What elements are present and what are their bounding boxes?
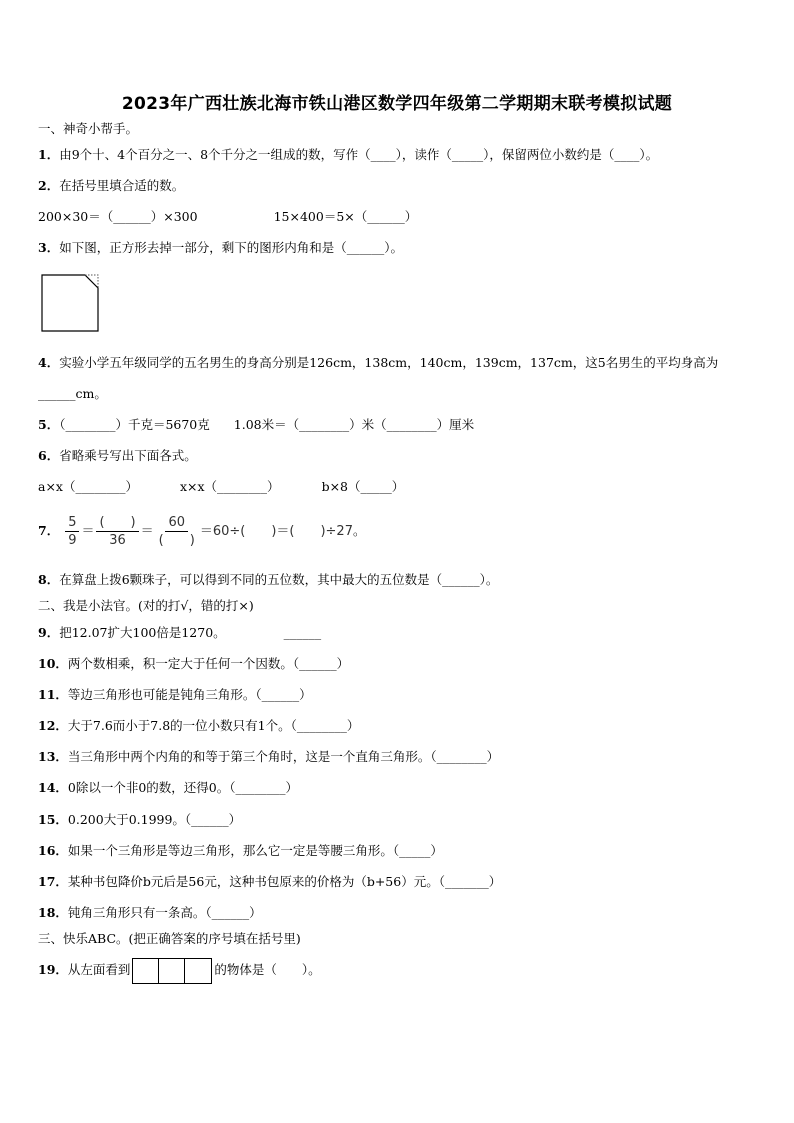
- question-number: 18．: [38, 905, 68, 920]
- question-7: 7． $\frac{5}{9}$ ＝ $\frac{( )}{36}$ ＝ $\frac{60}{( )}$ ＝60÷( )＝( )÷27。: [38, 515, 366, 548]
- question-16: [38, 842, 443, 860]
- section-2-heading: 二、我是小法官。(对的打√，错的打×): [38, 598, 254, 613]
- question-text: 如果一个三角形是等边三角形，那么它一定是等腰三角形。（_____）: [67, 843, 443, 858]
- question-text: 两个数相乘，积一定大于任何一个因数。（______）: [67, 656, 350, 671]
- question-number: 10．: [38, 656, 68, 671]
- q2-item-a: 200×30＝（______）×300: [38, 209, 198, 224]
- question-number: 2．: [38, 178, 60, 193]
- question-text: 某种书包降价b元后是56元，这种书包原来的价格为（b+56）元。（_______）: [67, 874, 502, 889]
- three-squares-figure: [132, 958, 212, 984]
- question-text: 等边三角形也可能是钝角三角形。（______）: [67, 687, 312, 702]
- question-text: 如下图，正方形去掉一部分，剩下的图形内角和是（______）。: [59, 240, 403, 255]
- question-number: 12．: [38, 718, 68, 733]
- q7-tail: ＝60÷( )＝( )÷27: [199, 524, 353, 539]
- question-number: 17．: [38, 874, 68, 889]
- question-19: [38, 957, 321, 984]
- question-10: [38, 655, 349, 673]
- question-text-pre: 从左面看到: [67, 962, 131, 977]
- answer-blank: ______: [283, 625, 322, 640]
- question-text: 在括号里填合适的数。: [59, 178, 185, 193]
- q5-item-b: 1.08米＝（________）米（________）厘米: [233, 417, 475, 432]
- question-number: 9．: [38, 625, 60, 640]
- question-2: [38, 177, 184, 195]
- question-number: 19．: [38, 962, 68, 977]
- question-2-items: [38, 208, 417, 226]
- question-text: 0.200大于0.1999。（______）: [67, 812, 242, 827]
- question-text: 由9个十、4个百分之一、8个千分之一组成的数，写作（____），读作（_____），保留两位小数约是（____）。: [59, 147, 659, 162]
- question-11: [38, 686, 312, 704]
- q6-item-b: x×x（________）: [179, 479, 280, 494]
- question-text: 在算盘上拨6颗珠子，可以得到不同的五位数，其中最大的五位数是（______）。: [59, 572, 499, 587]
- fraction-2: $\frac{( )}{36}$: [96, 514, 138, 549]
- question-9: [38, 624, 321, 642]
- question-number: 7．: [38, 523, 60, 538]
- question-number: 8．: [38, 572, 60, 587]
- question-17: [38, 873, 501, 891]
- cut-square-figure: [41, 274, 99, 332]
- question-number: 11．: [38, 687, 68, 702]
- question-text-post: 的物体是（ ）。: [214, 962, 321, 977]
- q2-item-b: 15×400＝5×（______）: [273, 209, 418, 224]
- question-number: 6．: [38, 448, 60, 463]
- fraction-1: $\frac{5}{9}$: [65, 514, 79, 549]
- question-text: 钝角三角形只有一条高。（______）: [67, 905, 262, 920]
- question-4: [38, 354, 718, 372]
- question-text: 把12.07扩大100倍是1270。: [59, 625, 226, 640]
- question-13: [38, 748, 499, 766]
- question-12: [38, 717, 359, 735]
- question-15: [38, 811, 241, 829]
- fraction-3: $\frac{60}{( )}$: [158, 515, 195, 548]
- question-text: 实验小学五年级同学的五名男生的身高分别是126cm，138cm，140cm，139cm，137cm，这5名男生的平均身高为: [59, 355, 719, 370]
- question-number: 1．: [38, 147, 60, 162]
- question-number: 14．: [38, 780, 68, 795]
- question-8: [38, 571, 498, 589]
- question-3: [38, 239, 403, 257]
- question-text: 当三角形中两个内角的和等于第三个角时，这是一个直角三角形。（________）: [67, 749, 500, 764]
- question-text: 大于7.6而小于7.8的一位小数只有1个。（________）: [67, 718, 360, 733]
- question-text: 0除以一个非0的数，还得0。（________）: [67, 780, 299, 795]
- question-14: [38, 779, 298, 797]
- question-number: 3．: [38, 240, 60, 255]
- question-1: [38, 146, 658, 164]
- question-6: [38, 447, 197, 465]
- question-6-items: [38, 478, 404, 496]
- question-number: 5．: [38, 417, 60, 432]
- question-number: 13．: [38, 749, 68, 764]
- section-1-heading: 一、神奇小帮手。: [38, 121, 139, 136]
- question-number: 4．: [38, 355, 60, 370]
- question-5: [38, 416, 474, 434]
- page-title: 2023年广西壮族北海市铁山港区数学四年级第二学期期末联考模拟试题: [121, 94, 673, 114]
- q6-item-c: b×8（_____）: [321, 479, 405, 494]
- question-number: 15．: [38, 812, 68, 827]
- section-3-heading: 三、快乐ABC。(把正确答案的序号填在括号里): [38, 931, 301, 946]
- q6-item-a: a×x（________）: [38, 479, 138, 494]
- question-text: 省略乘号写出下面各式。: [59, 448, 197, 463]
- q5-item-a: （________）千克＝5670克: [59, 417, 210, 432]
- question-number: 16．: [38, 843, 68, 858]
- question-4-answer-line: ______cm。: [38, 386, 107, 401]
- question-18: [38, 904, 262, 922]
